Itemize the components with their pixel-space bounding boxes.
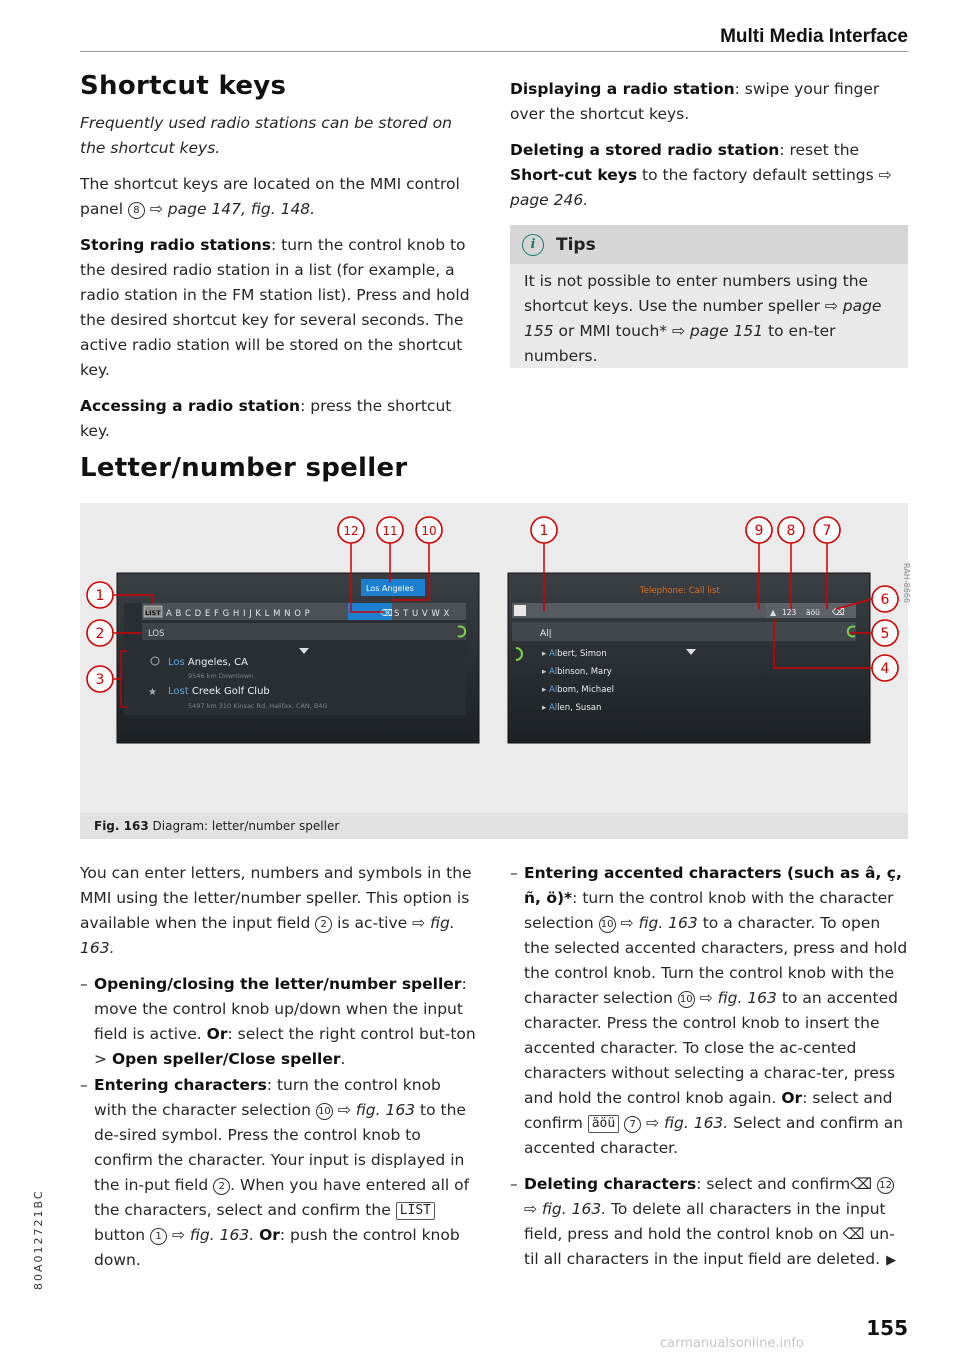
delete-icon: ⌫ (850, 1175, 873, 1193)
section-heading-speller: Letter/number speller (80, 453, 408, 483)
speller-intro-text-2: is ac-tive (337, 914, 408, 932)
svg-text:2: 2 (95, 626, 105, 642)
storing-term: Storing radio stations (80, 236, 271, 254)
section-heading-shortcut-keys: Shortcut keys (80, 71, 287, 101)
result-2: Lost Creek Golf Club (168, 686, 270, 697)
callout-10 (416, 517, 442, 543)
speller-diagram (80, 503, 911, 813)
accessing-paragraph (80, 394, 478, 444)
watermark: carmanualsonline.info (660, 1336, 804, 1351)
svg-text:6: 6 (880, 592, 890, 608)
char-tooltip-text: Los Angeles (366, 584, 414, 593)
list-button-label: LIST (145, 609, 161, 617)
tips-title: Tips (556, 234, 596, 255)
left-input-field[interactable] (142, 623, 466, 640)
figure-163 (80, 503, 911, 813)
svg-text:8: 8 (786, 523, 796, 539)
document-code: 80A012721BC (32, 1189, 45, 1290)
speller-body-left (80, 861, 478, 1274)
svg-text:12: 12 (343, 524, 359, 538)
delete-char-icon: ⌫ (380, 609, 393, 619)
callout-ref-7: 7 (624, 1116, 641, 1133)
intro-text: Frequently used radio stations can be stored on the shortcut keys. (80, 114, 452, 157)
location-paragraph (80, 172, 478, 222)
figure-caption-label: Fig. 163 (94, 819, 149, 833)
callout-ref-2: 2 (315, 916, 332, 933)
callout-ref-12: 12 (877, 1177, 894, 1194)
right-delete-icon: ⌫ (832, 608, 845, 618)
callout-ref-10: 10 (316, 1103, 333, 1120)
svg-text:5: 5 (880, 626, 890, 642)
displaying-paragraph (510, 77, 908, 127)
svg-text:4: 4 (880, 661, 890, 677)
speller-intro (80, 861, 478, 961)
page-ref-151: ⇨ page 151 (671, 322, 764, 340)
callout-1-right (531, 517, 557, 543)
deleting-station-term: Deleting a stored radio station (510, 141, 780, 159)
accessing-term: Accessing a radio station (80, 397, 301, 415)
step-entering-characters: – Entering characters: turn the control knob with the character selection 10 ⇨ fig. 163 to the de-sired symbol. Press the control knob to confirm the character. Your input is displayed in the in-put field 2 . When you have entered all of the characters, select and confirm the LIST button 1 ⇨ fig. 163. Or: push the control knob down. (80, 1073, 478, 1273)
page-ref-246: ⇨ page 246. (510, 166, 892, 209)
callout-ref-8: 8 (128, 202, 145, 219)
tips-text (510, 264, 908, 369)
svg-text:7: 7 (822, 523, 832, 539)
right-input-field[interactable] (512, 622, 856, 641)
svg-text:11: 11 (382, 524, 398, 538)
svg-text:10: 10 (421, 524, 437, 538)
svg-text:1: 1 (539, 523, 549, 539)
speller-body-right (510, 861, 908, 1274)
storing-paragraph (80, 233, 478, 383)
right-list-button[interactable] (514, 605, 526, 616)
figure-caption (80, 813, 908, 839)
storing-text: : turn the control knob to the desired radio station in a list (for example, a radio station in the FM station list). Press and hold the desired shortcut key for several seconds. The active radio station will be stored on the shortcut key. (80, 236, 470, 379)
callout-6 (872, 586, 898, 612)
page-ref-155: ⇨ page 155 (524, 297, 882, 340)
left-alphabet: A B C D E F G H I J K L M N O P (166, 609, 311, 619)
callout-2 (87, 620, 113, 646)
svg-text:9: 9 (754, 523, 764, 539)
right-input-value: Al| (540, 629, 552, 639)
svg-text:1: 1 (95, 588, 105, 604)
displaying-term: Displaying a radio station (510, 80, 735, 98)
tips-text-1: It is not possible to enter numbers using the shortcut keys. Use the number speller (524, 272, 869, 315)
deleting-station-paragraph (510, 138, 908, 213)
speller-steps-left (80, 972, 478, 1273)
tips-header (510, 225, 908, 264)
continue-arrow-icon: ▶ (886, 1253, 897, 1268)
callout-1 (87, 582, 113, 608)
left-screen (113, 543, 479, 743)
result-1: Los Angeles, CA (168, 657, 248, 668)
location-text: The shortcut keys are located on the MMI control panel (80, 175, 460, 218)
call-list-item-1: ▸ Albert, Simon (542, 649, 607, 659)
speller-steps-right (510, 861, 908, 1273)
callout-ref-2b: 2 (213, 1178, 230, 1195)
shortcut-keys-section (80, 71, 478, 455)
callout-3 (87, 666, 113, 692)
callout-11 (377, 517, 403, 543)
aou-key: äöü (588, 1115, 619, 1133)
figure-caption-text: Diagram: letter/number speller (152, 819, 340, 833)
displaying-text: : swipe your finger over the shortcut keys. (510, 80, 880, 123)
fig-ref-163: ⇨ fig. 163. (80, 914, 455, 957)
call-list-item-2: ▸ Albinson, Mary (542, 667, 612, 677)
chip-123[interactable]: 123 (782, 608, 797, 617)
accessing-text: : press the shortcut key. (80, 397, 452, 440)
header-rule (80, 51, 908, 52)
step-open-close: – Opening/closing the letter/number speller: move the control knob up/down when the input field is active. Or: select the right control but-ton > Open speller/Close speller. (80, 972, 478, 1072)
left-input-value: LOS (148, 629, 165, 639)
speller-intro-text: You can enter letters, numbers and symbols in the MMI using the letter/number speller. This option is available when the input field (80, 864, 472, 932)
call-list-item-3: ▸ Albom, Michael (542, 685, 614, 695)
step-accented-characters: – Entering accented characters (such as â, ç, ñ, ö)*: turn the control knob with the character selection 10 ⇨ fig. 163 to a character. To open the selected accented characters, press and hold the control knob. Turn the control knob with the character selection 10 ⇨ fig. 163 to an accented character. Press the control knob to insert the accented character. To close the ac-cented characters without selecting a charac-ter, press and hold the control knob again. Or: select and confirm äöü 7 ⇨ fig. 163. Select and confirm an accented character. (510, 861, 908, 1161)
left-alphabet-tail: S T U V W X (394, 609, 450, 619)
callout-7 (814, 517, 840, 543)
move-cursor-icon: ▲ (770, 608, 777, 617)
callout-12 (338, 517, 364, 543)
result-2-sub: 5497 km 310 Kinsac Rd, Halifax, CAN, B4G (188, 702, 328, 710)
result-1-sub: 9546 km Downtown (188, 672, 254, 680)
list-key: LIST (396, 1202, 435, 1220)
deleting-station-text-2: to the factory default settings (642, 166, 874, 184)
delete-icon-2: ⌫ (842, 1225, 865, 1243)
shortcut-keys-continued (510, 77, 908, 224)
call-list-item-4: ▸ Allen, Susan (542, 703, 602, 713)
running-header: Multi Media Interface (720, 26, 908, 47)
info-icon: i (522, 234, 544, 256)
shortcut-keys-term: Short-cut keys (510, 166, 638, 184)
page-number: 155 (866, 1316, 908, 1340)
callout-4 (872, 655, 898, 681)
tips-text-2: or MMI touch* (558, 322, 668, 340)
callout-8 (778, 517, 804, 543)
right-screen (508, 543, 872, 743)
svg-text:3: 3 (95, 672, 105, 688)
star-icon: ★ (148, 687, 157, 698)
callout-ref-1: 1 (150, 1228, 167, 1245)
page-ref-147: ⇨ page 147, fig. 148. (149, 200, 316, 218)
chip-aou[interactable]: äöü (806, 608, 820, 617)
callout-9 (746, 517, 772, 543)
deleting-station-text: : reset the (779, 141, 860, 159)
callout-5 (872, 620, 898, 646)
figure-code: RAH-8666 (902, 563, 911, 603)
tips-box (510, 225, 908, 368)
step-deleting-characters: – Deleting characters: select and confirm⌫ 12 ⇨ fig. 163. To delete all characters in the input field, press and hold the control knob on ⌫ un-til all characters in the input field are deleted. ▶ (510, 1172, 908, 1273)
tips-text-3: to en-ter numbers. (524, 322, 836, 365)
right-screen-title: Telephone: Call list (640, 586, 720, 596)
